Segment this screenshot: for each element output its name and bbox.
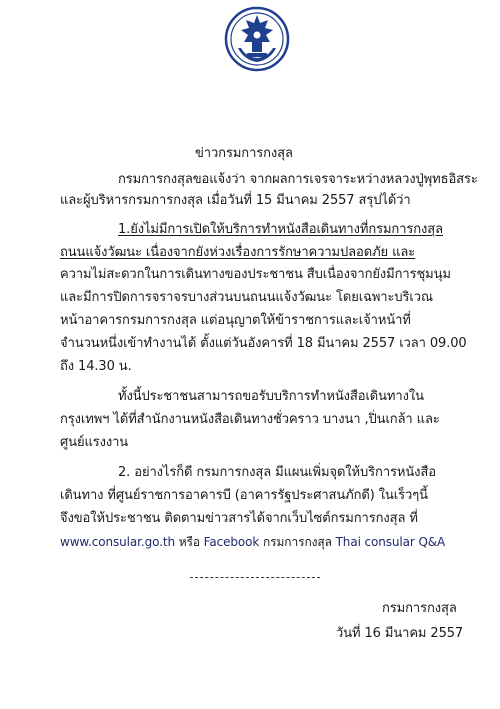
item1-line: 1.ยังไม่มีการเปิดให้บริการทำหนังสือเดินทางที่กรมการกงสุล: [118, 222, 444, 237]
para2-line: ทั้งนี้ประชาชนสามารถขอรับบริการทำหนังสือเดินทางใน: [118, 389, 424, 404]
signature-date: วันที่ 16 มีนาคม 2557: [336, 626, 464, 641]
item2-line: จึงขอให้ประชาชน ติดตามข่าวสารได้จากเว็บไซต์กรมการกงสุล ที่: [60, 511, 418, 526]
contact-links-line: [60, 534, 445, 550]
item1-line: ถึง 14.30 น.: [60, 359, 132, 374]
facebook-page-link[interactable]: Thai consular Q&A: [335, 535, 446, 549]
item1-line: ความไม่สะดวกในการเดินทางของประชาชน สืบเนื่องจากยังมีการชุมนุม: [60, 267, 451, 282]
dashed-divider: [190, 577, 320, 578]
facebook-link[interactable]: Facebook: [203, 535, 260, 549]
item1-line: ถนนแจ้งวัฒนะ เนื่องจากยังห่วงเรื่องการรักษาความปลอดภัย และ: [60, 245, 416, 260]
item1-line: หน้าอาคารกรมการกงสุล แต่อนุญาตให้ข้าราชการและเจ้าหน้าที่: [60, 313, 411, 328]
para2-line: กรุงเทพฯ ได้ที่สำนักงานหนังสือเดินทางชั่วคราว บางนา ,ปิ่นเกล้า และ: [60, 412, 440, 427]
news-title: ข่าวกรมการกงสุล: [195, 146, 293, 161]
dept-name-text: กรมการกงสุล: [262, 535, 332, 549]
website-link[interactable]: www.consular.go.th: [60, 535, 175, 549]
signature-dept: กรมการกงสุล: [382, 601, 457, 616]
item1-line: จำนวนหนึ่งเข้าทำงานได้ ตั้งแต่วันอังคารที่ 18 มีนาคม 2557 เวลา 09.00: [60, 336, 467, 351]
item2-line: 2. อย่างไรก็ดี กรมการกงสุล มีแผนเพิ่มจุดให้บริการหนังสือ: [118, 465, 436, 480]
or-text: หรือ: [178, 535, 200, 549]
department-seal-logo: [224, 6, 290, 72]
item1-line: และมีการปิดการจราจรบางส่วนบนถนนแจ้งวัฒนะ โดยเฉพาะบริเวณ: [60, 290, 433, 305]
intro-line: กรมการกงสุลขอแจ้งว่า จากผลการเจรจาระหว่างหลวงปู่พุทธอิสระ: [118, 172, 478, 187]
item2-line: เดินทาง ที่ศูนย์ราชการอาคารบี (อาคารรัฐประศาสนภักดี) ในเร็วๆนี้: [60, 488, 428, 503]
para2-line: ศูนย์แรงงาน: [60, 435, 129, 450]
intro-line: และผู้บริหารกรมการกงสุล เมื่อวันที่ 15 มีนาคม 2557 สรุปได้ว่า: [60, 193, 411, 208]
